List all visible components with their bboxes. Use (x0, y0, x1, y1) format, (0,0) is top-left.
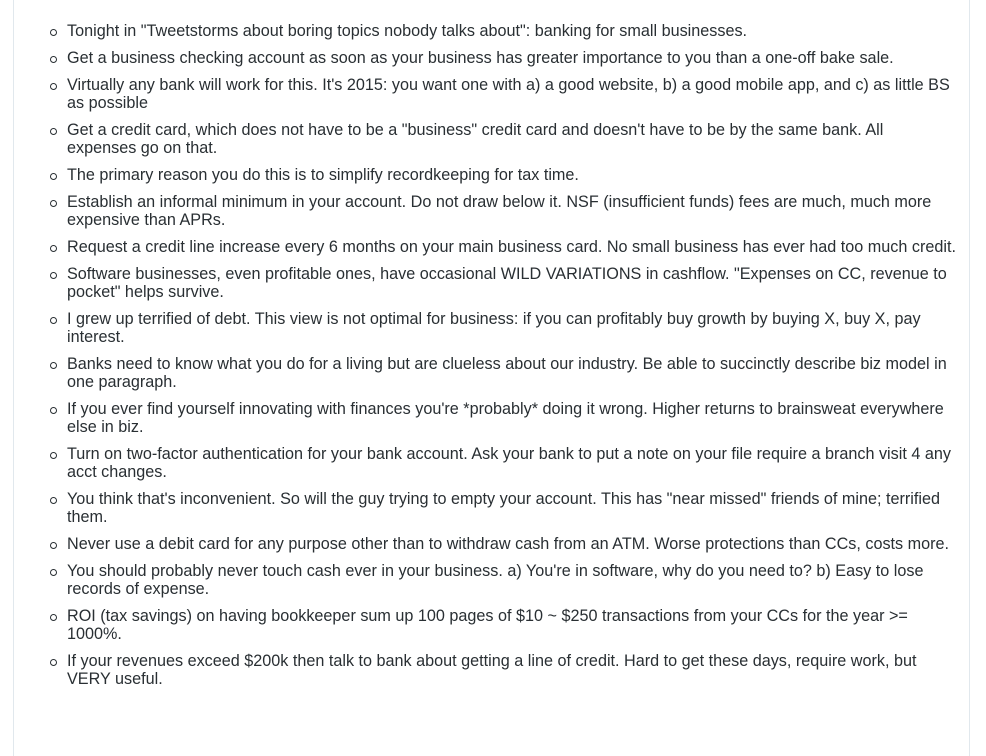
list-item-text: The primary reason you do this is to simplify recordkeeping for tax time. (67, 166, 579, 184)
tweet-list (14, 0, 969, 688)
bullet-icon (50, 29, 57, 36)
bullet-icon (50, 659, 57, 666)
bullet-icon (50, 362, 57, 369)
list-item (67, 355, 957, 391)
list-item-text: Get a credit card, which does not have to be a "business" credit card and doesn't have to be by the same bank. All expenses go on that. (67, 121, 884, 157)
content-panel (13, 0, 970, 756)
list-item-text: You should probably never touch cash ever in your business. a) You're in software, why do you need to? b) Easy to lose records of expense. (67, 562, 924, 598)
list-item-text: Software businesses, even profitable ones, have occasional WILD VARIATIONS in cashflow. "Expenses on CC, revenue to pocket" helps survive. (67, 265, 947, 301)
list-item (67, 265, 957, 301)
list-item-text: Banks need to know what you do for a living but are clueless about our industry. Be able to succinctly describe biz model in one paragraph. (67, 355, 947, 391)
list-item (67, 445, 957, 481)
list-item (67, 76, 957, 112)
list-item-text: Request a credit line increase every 6 months on your main business card. No small business has ever had too much credit. (67, 238, 956, 256)
bullet-icon (50, 200, 57, 207)
list-item-text: I grew up terrified of debt. This view is not optimal for business: if you can profitably buy growth by buying X, buy X, pay interest. (67, 310, 921, 346)
bullet-icon (50, 56, 57, 63)
bullet-icon (50, 452, 57, 459)
list-item (67, 490, 957, 526)
list-item (67, 400, 957, 436)
list-item-text: If your revenues exceed $200k then talk to bank about getting a line of credit. Hard to get these days, require work, but VERY useful. (67, 652, 917, 688)
list-item (67, 652, 957, 688)
list-item-text: Establish an informal minimum in your account. Do not draw below it. NSF (insufficient funds) fees are much, much more expensive than APRs. (67, 193, 932, 229)
list-item-text: If you ever find yourself innovating with finances you're *probably* doing it wrong. Higher returns to brainsweat everywhere else in biz. (67, 400, 944, 436)
bullet-icon (50, 272, 57, 279)
list-item (67, 121, 957, 157)
list-item-text: Turn on two-factor authentication for your bank account. Ask your bank to put a note on your file require a branch visit 4 any acct changes. (67, 445, 951, 481)
list-item (67, 535, 957, 553)
list-item (67, 193, 957, 229)
list-item-text: Tonight in "Tweetstorms about boring topics nobody talks about": banking for small businesses. (67, 22, 748, 40)
bullet-icon (50, 542, 57, 549)
list-item (67, 166, 957, 184)
list-item-text: ROI (tax savings) on having bookkeeper sum up 100 pages of $10 ~ $250 transactions from your CCs for the year >= 1000%. (67, 607, 908, 643)
list-item (67, 310, 957, 346)
bullet-icon (50, 245, 57, 252)
list-item-text: You think that's inconvenient. So will the guy trying to empty your account. This has "near missed" friends of mine; terrified them. (67, 490, 940, 526)
bullet-icon (50, 407, 57, 414)
bullet-icon (50, 83, 57, 90)
list-item-text: Virtually any bank will work for this. It's 2015: you want one with a) a good website, b) a good mobile app, and c) as little BS as possible (67, 76, 950, 112)
list-item (67, 49, 957, 67)
bullet-icon (50, 569, 57, 576)
list-item (67, 607, 957, 643)
bullet-icon (50, 497, 57, 504)
list-item-text: Never use a debit card for any purpose other than to withdraw cash from an ATM. Worse protections than CCs, costs more. (67, 535, 950, 553)
bullet-icon (50, 128, 57, 135)
bullet-icon (50, 317, 57, 324)
bullet-icon (50, 614, 57, 621)
list-item-text: Get a business checking account as soon as your business has greater importance to you than a one-off bake sale. (67, 49, 894, 67)
list-item (67, 238, 957, 256)
list-item (67, 22, 957, 40)
bullet-icon (50, 173, 57, 180)
list-item (67, 562, 957, 598)
